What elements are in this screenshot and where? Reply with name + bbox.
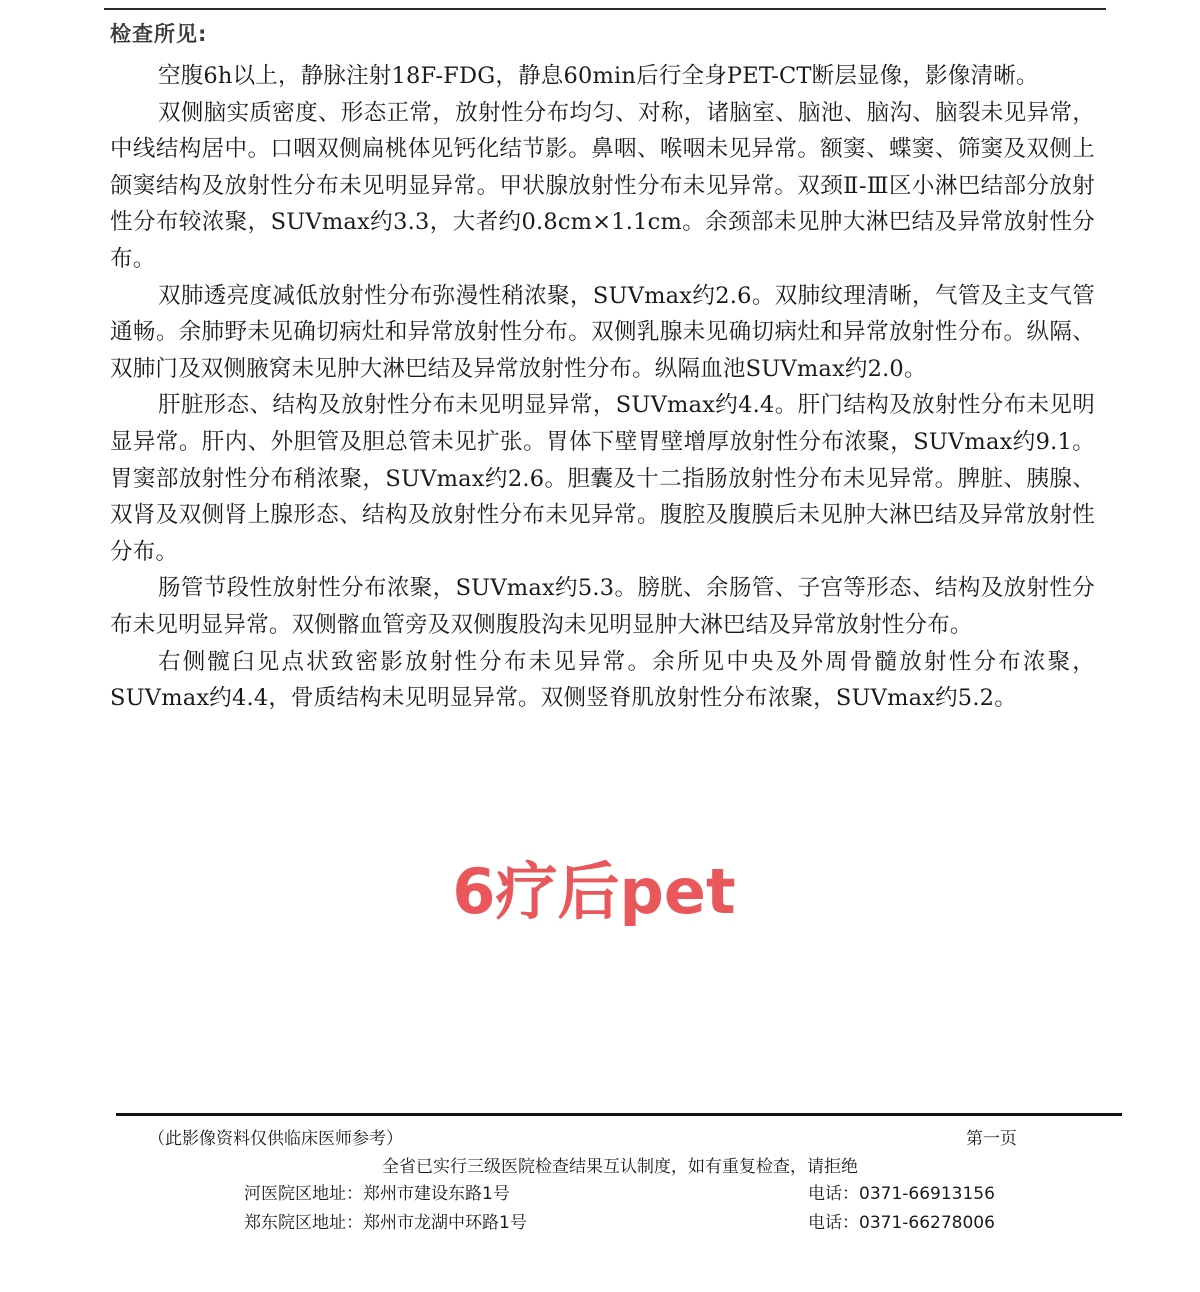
- findings-paragraph-chest: 双肺透亮度减低放射性分布弥漫性稍浓聚，SUVmax约2.6。双肺纹理清晰，气管及主支气管通畅。余肺野未见确切病灶和异常放射性分布。双侧乳腺未见确切病灶和异常放射性分布。纵隔、双肺门及双侧腋窝未见肿大淋巴结及异常放射性分布。纵隔血池SUVmax约2.0。: [110, 282, 1095, 382]
- bottom-divider: [116, 1113, 1122, 1116]
- campus-2-phone: 电话：0371-66278006: [808, 1213, 995, 1233]
- campus-2-address: 郑东院区地址：郑州市龙湖中环路1号: [244, 1213, 527, 1233]
- findings-paragraph-abdomen: 肝脏形态、结构及放射性分布未见明显异常，SUVmax约4.4。肝门结构及放射性分布未见明显异常。肝内、外胆管及胆总管未见扩张。胃体下壁胃壁增厚放射性分布浓聚，SUVmax约9.1。胃窦部放射性分布稍浓聚，SUVmax约2.6。胆囊及十二指肠放射性分布未见异常。脾脏、胰腺、双肾及双侧肾上腺形态、结构及放射性分布未见异常。腹腔及腹膜后未见肿大淋巴结及异常放射性分布。: [110, 392, 1095, 565]
- reference-note: （此影像资料仅供临床医师参考）: [148, 1129, 403, 1149]
- campus-1-phone: 电话：0371-66913156: [808, 1184, 995, 1204]
- top-divider: [104, 8, 1106, 10]
- section-heading: 检查所见:: [110, 22, 208, 46]
- findings-paragraph-bone: 右侧髋臼见点状致密影放射性分布未见异常。余所见中央及外周骨髓放射性分布浓聚，SUVmax约4.4，骨质结构未见明显异常。双侧竖脊肌放射性分布浓聚，SUVmax约5.2。: [110, 648, 1095, 712]
- findings-paragraph-protocol: 空腹6h以上，静脉注射18F-FDG，静息60min后行全身PET-CT断层显像，影像清晰。: [158, 63, 1039, 89]
- findings-body: [110, 58, 1095, 717]
- findings-paragraph-pelvis: 肠管节段性放射性分布浓聚，SUVmax约5.3。膀胱、余肠管、子宫等形态、结构及放射性分布未见明显异常。双侧髂血管旁及双侧腹股沟未见明显肿大淋巴结及异常放射性分布。: [110, 575, 1095, 638]
- page-number: 第一页: [966, 1129, 1017, 1149]
- findings-paragraph-head-neck: 双侧脑实质密度、形态正常，放射性分布均匀、对称，诸脑室、脑池、脑沟、脑裂未见异常，中线结构居中。口咽双侧扁桃体见钙化结节影。鼻咽、喉咽未见异常。额窦、蝶窦、筛窦及双侧上颌窦结构及放射性分布未见明显异常。甲状腺放射性分布未见异常。双颈Ⅱ-Ⅲ区小淋巴结部分放射性分布较浓聚，SUVmax约3.3，大者约0.8cm×1.1cm。余颈部未见肿大淋巴结及异常放射性分布。: [110, 99, 1095, 272]
- campus-1-address: 河医院区地址：郑州市建设东路1号: [244, 1184, 510, 1204]
- handwritten-annotation: 6疗后pet: [452, 855, 736, 928]
- mutual-recognition-notice: 全省已实行三级医院检查结果互认制度，如有重复检查，请拒绝: [382, 1157, 858, 1177]
